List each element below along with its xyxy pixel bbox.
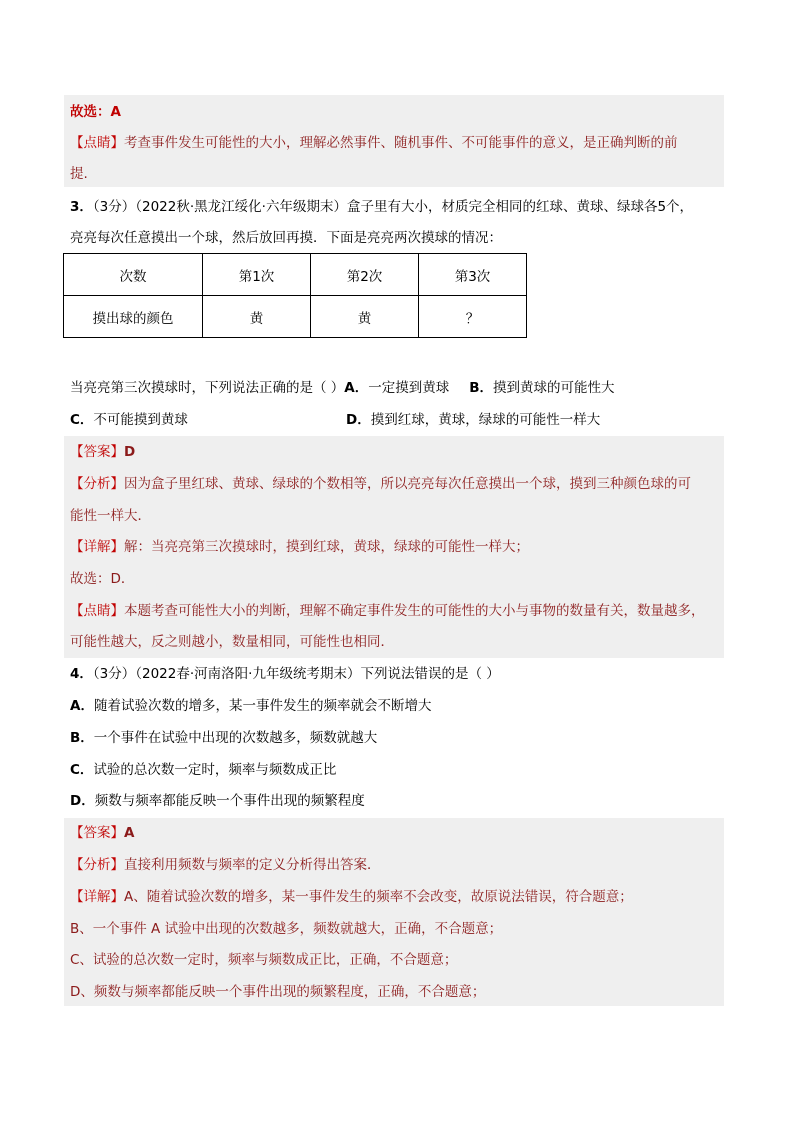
question-number: 3．	[70, 199, 93, 215]
q4-analysis	[70, 855, 381, 875]
table-cell: 黄	[311, 296, 419, 338]
q3-answer	[70, 442, 135, 462]
q3-analysis-line1	[70, 474, 691, 494]
table-row	[64, 296, 527, 338]
option-b-text: 一个事件在试验中出现的次数越多，频数就越大	[93, 730, 378, 746]
analysis-text: 因为盒子里红球、黄球、绿球的个数相等，所以亮亮每次任意摸出一个球，摸到三种颜色球的可	[124, 476, 691, 492]
detail-tag: 【详解】	[70, 889, 124, 905]
question-stem: 盒子里有大小，材质完全相同的红球、黄球、绿球各5个，	[346, 199, 694, 215]
option-c-text: 试验的总次数一定时，频率与频数成正比	[93, 762, 337, 778]
table-header-cell: 第2次	[311, 254, 419, 296]
comment-tag: 【点睛】	[70, 135, 124, 151]
q4-solution-block	[64, 818, 724, 1006]
question-stem: 下列说法错误的是（ ）	[360, 666, 500, 682]
option-a-label: A．	[344, 380, 369, 396]
question-source: （2022春·河南洛阳·九年级统考期末）	[135, 666, 361, 682]
q4-option-a	[70, 696, 431, 716]
q3-comment-line1	[70, 601, 705, 621]
q3-option-c	[70, 410, 188, 430]
q2-comment-line2: 提.	[70, 166, 88, 182]
analysis-tag: 【分析】	[70, 476, 124, 492]
q4-stem	[70, 664, 500, 684]
option-c-label: C．	[70, 412, 94, 428]
q3-comment-line2: 可能性越大，反之则越小，数量相同，可能性也相同．	[70, 634, 394, 650]
q4-detail-line2: B、一个事件 A 试验中出现的次数越多，频数就越大，正确，不合题意；	[70, 921, 503, 937]
q2-comment-line1	[70, 133, 678, 153]
q3-analysis-line2: 能性一样大．	[70, 508, 151, 524]
detail-text: A、随着试验次数的增多，某一事件发生的频率不会改变，故原说法错误，符合题意；	[124, 889, 633, 905]
q3-question-line	[70, 378, 615, 398]
q4-detail-line4: D、频数与频率都能反映一个事件出现的频繁程度，正确，不合题意；	[70, 984, 486, 1000]
comment-text: 考查事件发生可能性的大小，理解必然事件、随机事件、不可能事件的意义，是正确判断的前	[124, 135, 678, 151]
option-d-label: D．	[70, 793, 95, 809]
detail-text: 解：当亮亮第三次摸球时，摸到红球，黄球，绿球的可能性一样大；	[124, 539, 529, 555]
option-c-label: C．	[70, 762, 94, 778]
q3-table	[63, 253, 527, 338]
q4-option-d	[70, 791, 365, 811]
q3-option-d	[346, 410, 600, 430]
q3-stem-line1	[70, 197, 693, 217]
q3-choose: 故选：D．	[70, 571, 135, 587]
question-text: 当亮亮第三次摸球时，下列说法正确的是（ ）	[70, 380, 345, 396]
answer-tag: 【答案】	[70, 444, 124, 460]
question-score: （3分）	[92, 199, 136, 215]
table-row	[64, 254, 527, 296]
answer-value: A	[124, 825, 135, 841]
q4-detail-line1	[70, 887, 633, 907]
q3-detail	[70, 537, 529, 557]
option-b-text: 摸到黄球的可能性大	[493, 380, 615, 396]
q3-stem-line2: 亮亮每次任意摸出一个球，然后放回再摸．下面是亮亮两次摸球的情况：	[70, 230, 502, 246]
option-a-text: 一定摸到黄球	[368, 380, 450, 396]
table-header-cell: 次数	[64, 254, 203, 296]
comment-tag: 【点睛】	[70, 603, 124, 619]
q4-detail-line3: C、试验的总次数一定时，频率与频数成正比，正确，不合题意；	[70, 952, 458, 968]
q2-choose: 故选：A	[70, 104, 121, 120]
option-d-text: 频数与频率都能反映一个事件出现的频繁程度	[94, 793, 365, 809]
comment-text: 本题考查可能性大小的判断，理解不确定事件发生的可能性的大小与事物的数量有关，数量越多，	[124, 603, 705, 619]
option-b-label: B．	[70, 730, 94, 746]
table-cell: ？	[419, 296, 527, 338]
question-source: （2022秋·黑龙江绥化·六年级期末）	[135, 199, 347, 215]
table-cell: 黄	[203, 296, 311, 338]
question-number: 4．	[70, 666, 93, 682]
option-c-text: 不可能摸到黄球	[93, 412, 188, 428]
option-d-label: D．	[346, 412, 371, 428]
analysis-tag: 【分析】	[70, 857, 124, 873]
table-cell: 摸出球的颜色	[64, 296, 203, 338]
q4-option-b	[70, 728, 377, 748]
option-d-text: 摸到红球，黄球，绿球的可能性一样大	[370, 412, 601, 428]
q4-option-c	[70, 760, 336, 780]
table-header-cell: 第1次	[203, 254, 311, 296]
option-b-label: B．	[469, 380, 494, 396]
detail-tag: 【详解】	[70, 539, 124, 555]
q4-answer	[70, 823, 134, 843]
answer-value: D	[124, 444, 136, 460]
option-a-label: A．	[70, 698, 94, 714]
answer-tag: 【答案】	[70, 825, 124, 841]
option-a-text: 随着试验次数的增多，某一事件发生的频率就会不断增大	[93, 698, 432, 714]
table-header-cell: 第3次	[419, 254, 527, 296]
question-score: （3分）	[92, 666, 136, 682]
analysis-text: 直接利用频数与频率的定义分析得出答案．	[124, 857, 381, 873]
